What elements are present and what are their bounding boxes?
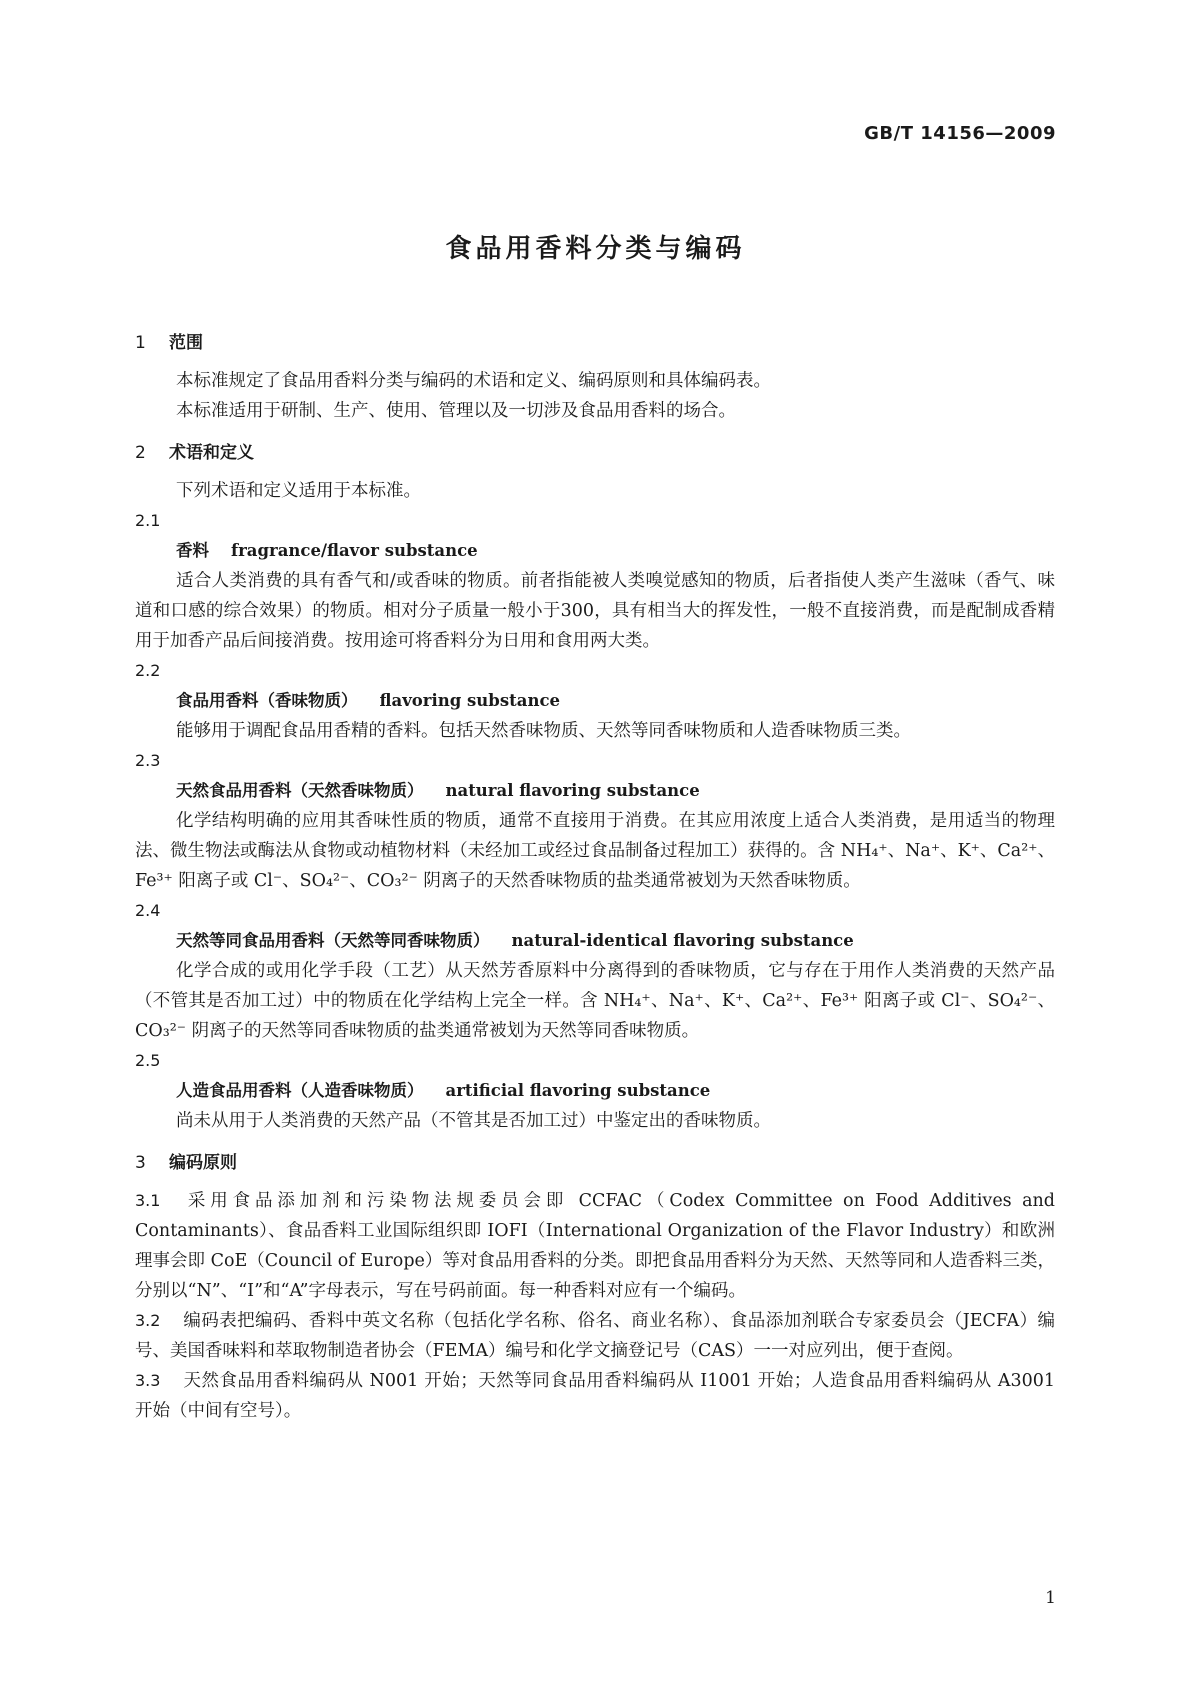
clause-number: 3.1 bbox=[135, 1191, 161, 1210]
section-number: 2 bbox=[135, 443, 146, 463]
section-number: 3 bbox=[135, 1153, 146, 1173]
section-title: 范围 bbox=[169, 333, 203, 353]
section-title: 术语和定义 bbox=[169, 443, 254, 463]
section-heading-1 bbox=[135, 328, 1055, 358]
term-cn: 天然等同食品用香料（天然等同香味物质） bbox=[176, 931, 490, 950]
document-body bbox=[135, 328, 1055, 1426]
term-en: flavoring substance bbox=[379, 691, 560, 710]
term-cn: 食品用香料（香味物质） bbox=[176, 691, 358, 710]
term-entry bbox=[135, 1046, 1055, 1136]
clause-3-2 bbox=[135, 1306, 1055, 1366]
term-number: 2.1 bbox=[135, 511, 161, 530]
term-en: natural-identical flavoring substance bbox=[511, 931, 854, 950]
clause-text: 编码表把编码、香料中英文名称（包括化学名称、俗名、商业名称）、食品添加剂联合专家委员会（JECFA）编号、美国香味料和萃取物制造者协会（FEMA）编号和化学文摘登记号（CAS）一一对应列出，便于查阅。 bbox=[135, 1311, 1055, 1361]
term-number: 2.4 bbox=[135, 901, 161, 920]
section-number: 1 bbox=[135, 333, 146, 353]
clause-number: 3.3 bbox=[135, 1371, 161, 1390]
term-number: 2.2 bbox=[135, 661, 161, 680]
term-entry bbox=[135, 506, 1055, 656]
terms-intro: 下列术语和定义适用于本标准。 bbox=[176, 481, 421, 501]
term-definition: 化学结构明确的应用其香味性质的物质，通常不直接用于消费。在其应用浓度上适合人类消费，是用适当的物理法、微生物法或酶法从食物或动植物材料（未经加工或经过食品制备过程加工）获得的。含 NH₄⁺、Na⁺、K⁺、Ca²⁺、Fe³⁺ 阳离子或 Cl⁻、SO₄²⁻、CO₃²⁻ 阴离子的天然香味物质的盐类通常被划为天然香味物质。 bbox=[135, 811, 1055, 891]
term-en: natural flavoring substance bbox=[445, 781, 700, 800]
clause-3-1 bbox=[135, 1186, 1055, 1306]
section-heading-3 bbox=[135, 1148, 1055, 1178]
standard-code: GB/T 14156—2009 bbox=[864, 123, 1056, 144]
term-cn: 人造食品用香料（人造香味物质） bbox=[176, 1081, 424, 1100]
term-definition: 适合人类消费的具有香气和/或香味的物质。前者指能被人类嗅觉感知的物质，后者指使人类产生滋味（香气、味道和口感的综合效果）的物质。相对分子质量一般小于300，具有相当大的挥发性，一般不直接消费，而是配制成香精用于加香产品后间接消费。按用途可将香料分为日用和食用两大类。 bbox=[135, 571, 1055, 651]
term-en: fragrance/flavor substance bbox=[231, 541, 478, 560]
term-number: 2.5 bbox=[135, 1051, 161, 1070]
page-number: 1 bbox=[1045, 1588, 1056, 1608]
term-definition: 化学合成的或用化学手段（工艺）从天然芳香原料中分离得到的香味物质，它与存在于用作人类消费的天然产品（不管其是否加工过）中的物质在化学结构上完全一样。含 NH₄⁺、Na⁺、K⁺、Ca²⁺、Fe³⁺ 阳离子或 Cl⁻、SO₄²⁻、CO₃²⁻ 阴离子的天然等同香味物质的盐类通常被划为天然等同香味物质。 bbox=[135, 961, 1055, 1041]
section-heading-2 bbox=[135, 438, 1055, 468]
term-name bbox=[135, 686, 1055, 716]
scope-paragraph-1: 本标准规定了食品用香料分类与编码的术语和定义、编码原则和具体编码表。 bbox=[176, 371, 771, 391]
term-entry bbox=[135, 746, 1055, 896]
term-entry bbox=[135, 656, 1055, 746]
term-definition: 尚未从用于人类消费的天然产品（不管其是否加工过）中鉴定出的香味物质。 bbox=[176, 1111, 771, 1131]
scope-paragraph-2: 本标准适用于研制、生产、使用、管理以及一切涉及食品用香料的场合。 bbox=[176, 401, 736, 421]
clause-number: 3.2 bbox=[135, 1311, 161, 1330]
term-number: 2.3 bbox=[135, 751, 161, 770]
term-name bbox=[135, 926, 1055, 956]
term-name bbox=[135, 536, 1055, 566]
clause-3-3 bbox=[135, 1366, 1055, 1426]
clause-text: 天然食品用香料编码从 N001 开始；天然等同食品用香料编码从 I1001 开始；人造食品用香料编码从 A3001 开始（中间有空号）。 bbox=[135, 1371, 1055, 1421]
term-name bbox=[135, 776, 1055, 806]
term-name bbox=[135, 1076, 1055, 1106]
term-definition: 能够用于调配食品用香精的香料。包括天然香味物质、天然等同香味物质和人造香味物质三类。 bbox=[176, 721, 911, 741]
term-entry bbox=[135, 896, 1055, 1046]
section-title: 编码原则 bbox=[169, 1153, 237, 1173]
clause-text: 采用食品添加剂和污染物法规委员会即 CCFAC（Codex Committee on Food Additives and Contaminants）、食品香料工业国际组织即 IOFI（International Organization of the Flavor Industry）和欧洲理事会即 CoE（Council of Europe）等对食品用香料的分类。即把食品用香料分为天然、天然等同和人造香料三类，分别以“N”、“I”和“A”字母表示，写在号码前面。每一种香料对应有一个编码。 bbox=[135, 1191, 1055, 1301]
term-cn: 香料 bbox=[176, 541, 209, 560]
document-title: 食品用香料分类与编码 bbox=[445, 234, 746, 264]
term-en: artificial flavoring substance bbox=[445, 1081, 711, 1100]
term-cn: 天然食品用香料（天然香味物质） bbox=[176, 781, 424, 800]
